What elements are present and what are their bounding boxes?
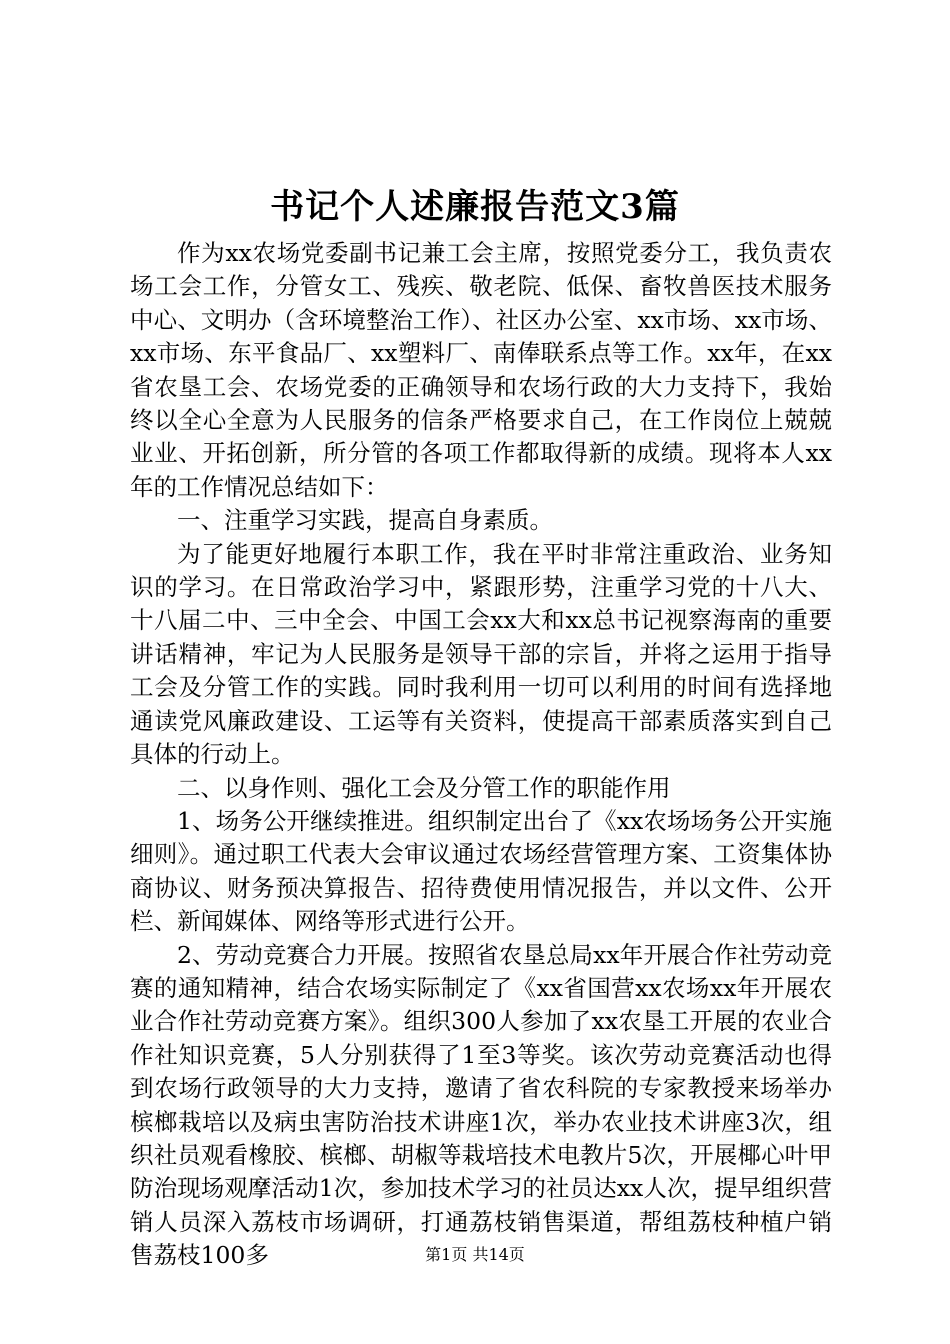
paragraph-intro: 作为xx农场党委副书记兼工会主席，按照党委分工，我负责农场工会工作，分管女工、残疾、敬老院、低保、畜牧兽医技术服务中心、文明办（含环境整治工作）、社区办公室、xx市场、xx市场、xx市场、东平食品厂、xx塑料厂、南俸联系点等工作。xx年，在xx省农垦工会、农场党委的正确领导和农场行政的大力支持下，我始终以全心全意为人民服务的信条严格要求自己，在工作岗位上兢兢业业、开拓创新，所分管的各项工作都取得新的成绩。现将本人xx年的工作情况总结如下： [130, 239, 832, 501]
document-body [130, 237, 832, 1273]
page-footer: 第1页 共14页 [425, 1245, 525, 1264]
paragraph-item-2: 2、劳动竞赛合力开展。按照省农垦总局xx年开展合作社劳动竞赛的通知精神，结合农场实际制定了《xx省国营xx农场xx年开展农业合作社劳动竞赛方案》。组织300人参加了xx农垦工开展的农业合作社知识竞赛，5人分别获得了1至3等奖。该次劳动竞赛活动也得到农场行政领导的大力支持，邀请了省农科院的专家教授来场举办槟榔栽培以及病虫害防治技术讲座1次，举办农业技术讲座3次，组织社员观看橡胶、槟榔、胡椒等栽培技术电教片5次，开展椰心叶甲防治现场观摩活动1次，参加技术学习的社员达xx人次，提早组织营销人员深入荔枝市场调研，打通荔枝销售渠道，帮组荔枝种植户销售荔枝100多 [130, 940, 832, 1270]
paragraph-item-1: 1、场务公开继续推进。组织制定出台了《xx农场场务公开实施细则》。通过职工代表大会审议通过农场经营管理方案、工资集体协商协议、财务预决算报告、招待费使用情况报告，并以文件、公开栏、新闻媒体、网络等形式进行公开。 [130, 806, 832, 936]
section-heading-2: 二、以身作则、强化工会及分管工作的职能作用 [177, 773, 671, 802]
document-title: 书记个人述廉报告范文3篇 [270, 187, 680, 227]
section-heading-1: 一、注重学习实践，提高自身素质。 [177, 506, 553, 535]
paragraph-study: 为了能更好地履行本职工作，我在平时非常注重政治、业务知识的学习。在日常政治学习中，紧跟形势，注重学习党的十八大、十八届二中、三中全会、中国工会xx大和xx总书记视察海南的重要讲话精神，牢记为人民服务是领导干部的宗旨，并将之运用于指导工会及分管工作的实践。同时我利用一切可以利用的时间有选择地通读党风廉政建设、工运等有关资料，使提高干部素质落实到自己具体的行动上。 [130, 539, 832, 769]
